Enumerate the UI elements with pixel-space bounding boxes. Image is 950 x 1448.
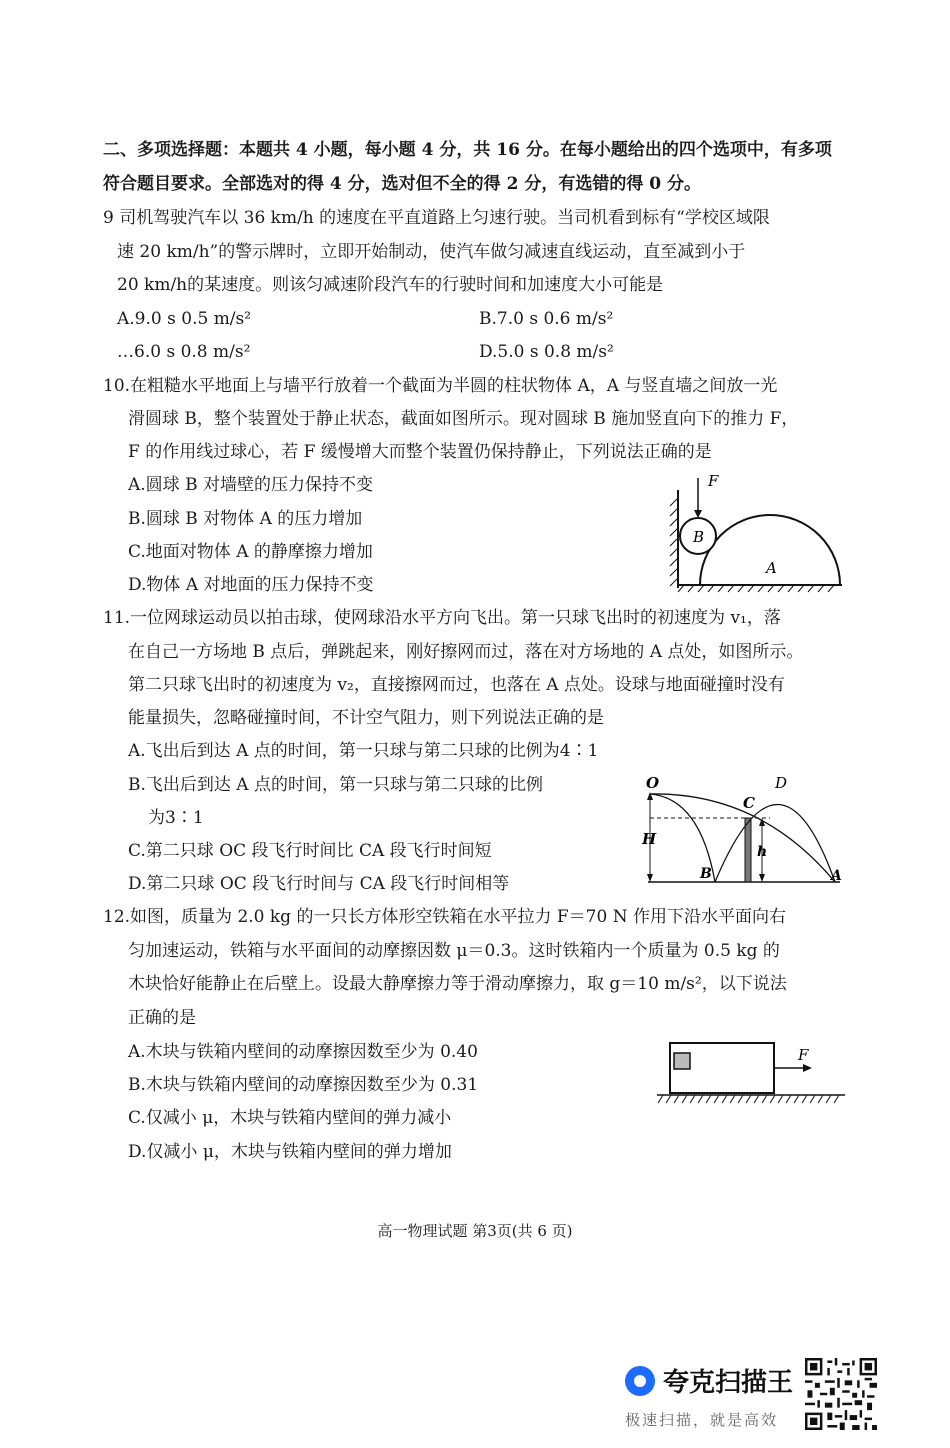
q10-figure [660,470,850,595]
q11-label-o: O [646,774,660,792]
q11-label-a: A [831,868,842,884]
q12-option-d: D.仅减小 μ，木块与铁箱内壁间的弹力增加 [128,1142,452,1162]
q10-label-a: A [766,559,777,577]
q11-stem-line3: 第二只球飞出时的初速度为 v₂，直接擦网而过，也落在 A 点处。设球与地面碰撞时没有 [128,675,785,695]
q11-label-d: D [775,774,788,792]
q11-label-h-big: H [642,830,657,848]
q11-net [745,818,751,882]
q9-option-c: …6.0 s 0.8 m/s² [117,342,251,362]
q10-option-b: B.圆球 B 对物体 A 的压力增加 [128,509,363,529]
q10-option-a: A.圆球 B 对墙壁的压力保持不变 [128,475,373,495]
qr-code-icon [805,1358,877,1430]
q12-stem-line1: 12.如图，质量为 2.0 kg 的一只长方体形空铁箱在水平拉力 F＝70 N 作用下沿水平面向右 [103,907,786,927]
q11-figure [640,772,850,892]
q11-label-h-small: h [757,844,768,860]
q11-stem-line2: 在自己一方场地 B 点后，弹跳起来，刚好擦网而过，落在对方场地的 A 点处，如图所示。 [128,642,804,662]
q9-option-a: A.9.0 s 0.5 m/s² [117,309,252,329]
q11-label-c: C [743,794,755,812]
section-header-line2: 符合题目要求。全部选对的得 4 分，选对但不全的得 2 分，有选错的得 0 分。 [103,174,701,194]
q11-stem-line4: 能量损失，忽略碰撞时间，不计空气阻力，则下列说法正确的是 [128,708,604,728]
q10-stem-line1: 10.在粗糙水平地面上与墙平行放着一个截面为半圆的柱状物体 A，A 与竖直墙之间放一光 [103,376,778,396]
q12-wooden-block [674,1053,690,1069]
brand-logo-icon [625,1366,655,1396]
brand-slogan: 极速扫描，就是高效 [625,1411,779,1429]
q11-label-b: B [700,866,712,882]
brand-name: 夸克扫描王 [663,1368,794,1398]
q11-option-b-line2: 为3∶1 [148,808,204,828]
q12-stem-line2: 匀加速运动，铁箱与水平面间的动摩擦因数 μ＝0.3。这时铁箱内一个质量为 0.5 kg 的 [128,941,780,961]
q12-option-b: B.木块与铁箱内壁间的动摩擦因数至少为 0.31 [128,1075,479,1095]
q9-stem-line3: 20 km/h的某速度。则该匀减速阶段汽车的行驶时间和加速度大小可能是 [117,275,664,295]
q12-label-f: F [798,1046,809,1064]
q10-label-b: B [693,528,705,546]
section-header-line1: 二、多项选择题：本题共 4 小题，每小题 4 分，共 16 分。在每小题给出的四个选项中，有多项 [103,140,832,160]
q10-option-c: C.地面对物体 A 的静摩擦力增加 [128,542,373,562]
q10-stem-line3: F 的作用线过球心，若 F 缓慢增大而整个装置仍保持静止，下列说法正确的是 [128,442,712,462]
q10-stem-line2: 滑圆球 B，整个装置处于静止状态，截面如图所示。现对圆球 B 施加竖直向下的推力 F， [128,409,799,429]
q12-stem-line3: 木块恰好能静止在后壁上。设最大静摩擦力等于滑动摩擦力，取 g＝10 m/s²，以下说法 [128,974,787,994]
q10-label-f: F [708,472,719,490]
page-footer: 高一物理试题 第3页(共 6 页) [377,1222,573,1240]
q11-option-c: C.第二只球 OC 段飞行时间比 CA 段飞行时间短 [128,841,492,861]
q11-option-b-line1: B.飞出后到达 A 点的时间，第一只球与第二只球的比例 [128,775,543,795]
q10-option-d: D.物体 A 对地面的压力保持不变 [128,575,374,595]
q9-option-d: D.5.0 s 0.8 m/s² [479,342,614,362]
q11-option-d: D.第二只球 OC 段飞行时间与 CA 段飞行时间相等 [128,874,510,894]
q11-first-ball-path-bda [715,805,835,883]
q11-option-a: A.飞出后到达 A 点的时间，第一只球与第二只球的比例为4∶1 [128,741,599,761]
q9-option-b: B.7.0 s 0.6 m/s² [479,309,614,329]
scanner-watermark [625,1362,800,1430]
q12-option-c: C.仅减小 μ，木块与铁箱内壁间的弹力减小 [128,1108,452,1128]
q12-option-a: A.木块与铁箱内壁间的动摩擦因数至少为 0.40 [128,1042,478,1062]
q12-stem-line4: 正确的是 [128,1008,196,1028]
q12-figure [655,1035,850,1110]
q11-stem-line1: 11.一位网球运动员以拍击球，使网球沿水平方向飞出。第一只球飞出时的初速度为 v₁，落 [103,608,781,628]
q9-stem-line1: 9 司机驾驶汽车以 36 km/h 的速度在平直道路上匀速行驶。当司机看到标有“学校区域限 [103,208,770,228]
q9-stem-line2: 速 20 km/h”的警示牌时，立即开始制动，使汽车做匀减速直线运动，直至减到小于 [117,242,746,262]
